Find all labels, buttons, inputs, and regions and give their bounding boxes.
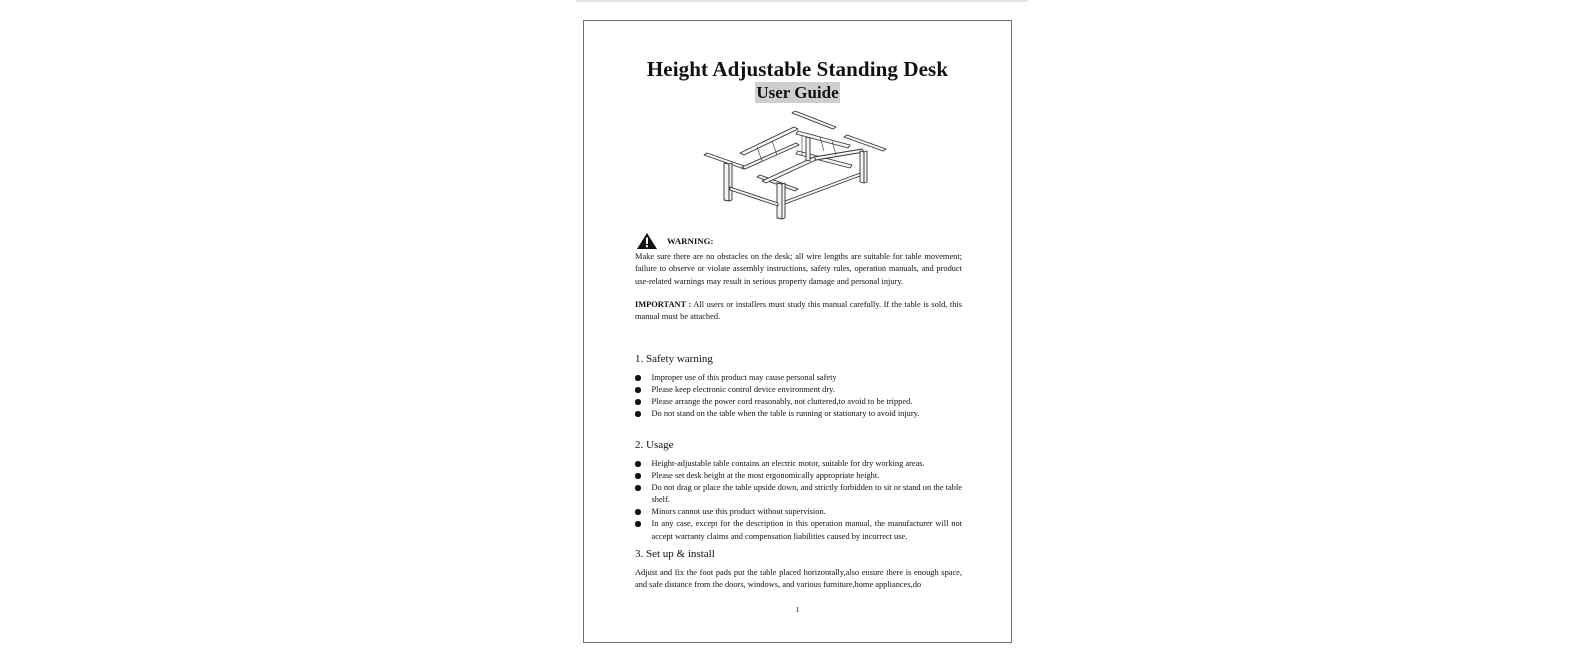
section-heading-setup: 3. Set up & install: [635, 548, 715, 560]
subtitle-wrapper: [584, 82, 1011, 103]
list-item: Please arrange the power cord reasonably, not cluttered,to avoid to be tripped.: [635, 396, 962, 408]
warning-text: Make sure there are no obstacles on the desk; all wire lengths are suitable for table movement; failure to observe or violate assembly instructions, safety rules, operation manuals, and product use-related warnings may result in serious property damage and personal injury.: [635, 252, 962, 286]
list-item: Minors cannot use this product without supervision.: [635, 506, 962, 518]
warning-label: WARNING:: [667, 236, 714, 246]
list-item: Please set desk height at the most ergonomically appropriate height.: [635, 470, 962, 482]
important-paragraph: [635, 299, 962, 324]
list-item: Improper use of this product may cause personal safety: [635, 372, 962, 384]
list-item: Do not stand on the table when the table is running or stationary to avoid injury.: [635, 408, 962, 420]
list-item: Do not drag or place the table upside down, and strictly forbidden to sit or stand on the table shelf.: [635, 482, 962, 506]
page-number: 1: [795, 605, 800, 614]
safety-list: [635, 372, 962, 420]
document-title: Height Adjustable Standing Desk: [646, 57, 949, 81]
setup-paragraph: Adjust and fix the foot pads put the table placed horizontally,also ensure there is enough space, and safe distance from the doors, windows, and various furniture,home appliances,do: [635, 568, 962, 590]
important-label: IMPORTANT :: [635, 300, 692, 309]
viewer-top-strip: [576, 0, 1028, 2]
section-heading-usage: 2. Usage: [635, 439, 674, 451]
document-subtitle: User Guide: [756, 83, 839, 102]
list-item: In any case, except for the description in this operation manual, the manufacturer will not accept warranty claims and compensation liabilities caused by incorrect use.: [635, 518, 962, 542]
desk-frame-illustration: [702, 111, 888, 225]
important-text: All users or installers must study this manual carefully. If the table is sold, this manual must be attached.: [635, 300, 962, 322]
warning-header: [637, 233, 713, 249]
section-heading-safety: 1. Safety warning: [635, 353, 713, 365]
list-item: Height-adjustable table contains an electric motor, suitable for dry working areas.: [635, 458, 962, 470]
document-page: [583, 20, 1012, 643]
list-item: Please keep electronic control device environment dry.: [635, 384, 962, 396]
warning-triangle-icon: [637, 233, 657, 249]
usage-list: [635, 458, 962, 543]
